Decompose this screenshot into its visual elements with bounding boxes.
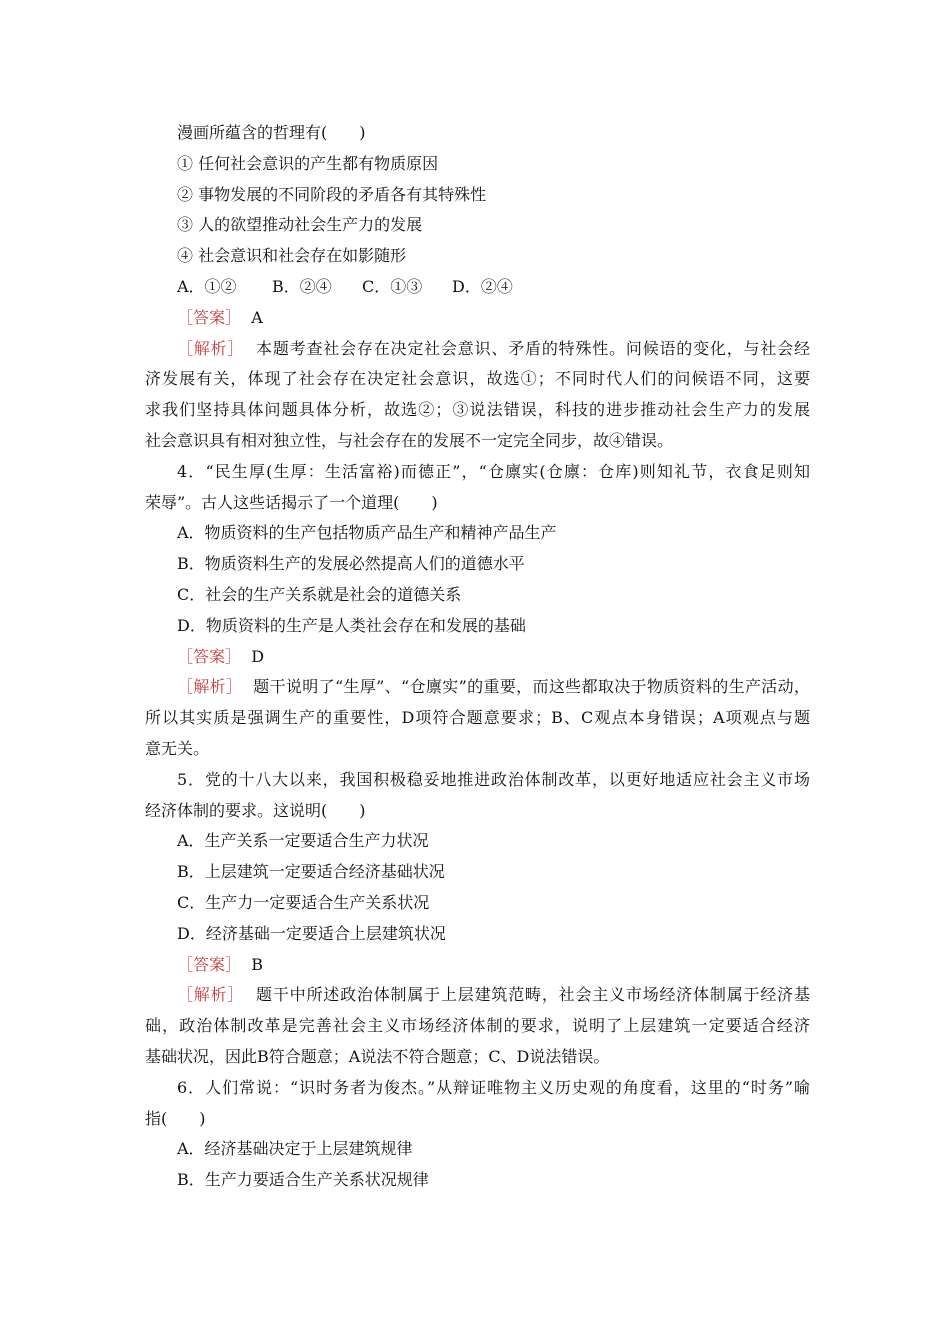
- q3-option-b: B．②④: [272, 276, 332, 296]
- q5-analysis-line-1: [145, 980, 810, 1011]
- q3-item-3: ③ 人的欲望推动社会生产力的发展: [177, 215, 423, 235]
- q4-analysis-line-1: [145, 672, 810, 703]
- q6-stem-line-1: 6．人们常说：“识时务者为俊杰。”从辩证唯物主义历史观的角度看，这里的“时务”喻: [177, 1077, 810, 1097]
- q3-item-4: ④ 社会意识和社会存在如影随形: [177, 246, 407, 266]
- q4-answer: [145, 642, 810, 673]
- q5-option-a: A．生产关系一定要适合生产力状况: [177, 831, 429, 851]
- q5-analysis-line-3: 基础状况，因此B符合题意；A说法不符合题意；C、D说法错误。: [145, 1046, 610, 1066]
- analysis-tag: ［解析］: [177, 985, 245, 1005]
- q3-analysis-line-4: 社会意识具有相对独立性，与社会存在的发展不一定完全同步，故④错误。: [145, 430, 674, 450]
- page-content: [145, 118, 810, 1196]
- q3-analysis-line-1: [145, 334, 810, 365]
- q4-stem-line-2: 荣辱”。古人这些话揭示了一个道理( ): [145, 492, 438, 512]
- q5-answer: [145, 950, 810, 981]
- q4-analysis-line-3: 意无关。: [145, 738, 210, 758]
- q6-option-b: B．生产力要适合生产关系状况规律: [177, 1170, 429, 1190]
- analysis-text: 题干说明了“生厚”、“仓廪实”的重要，而这些都取决于物质资料的生产活动，: [253, 677, 810, 697]
- q6-option-a: A．经济基础决定于上层建筑规律: [177, 1139, 413, 1159]
- answer-value: B: [251, 954, 263, 974]
- q6-stem-line-2: 指( ): [145, 1108, 206, 1128]
- q5-option-c: C．生产力一定要适合生产关系状况: [177, 892, 430, 912]
- analysis-tag: ［解析］: [177, 677, 243, 697]
- q5-stem-line-2: 经济体制的要求。这说明( ): [145, 800, 366, 820]
- q5-analysis-line-2: 础，政治体制改革是完善社会主义市场经济体制的要求，说明了上层建筑一定要适合经济: [145, 1016, 810, 1036]
- answer-tag: ［答案］: [177, 954, 242, 974]
- q3-analysis-line-3: 求我们坚持具体问题具体分析，故选②；③说法错误，科技的进步推动社会生产力的发展: [145, 400, 810, 420]
- answer-value: A: [251, 307, 263, 327]
- q3-answer: [145, 303, 810, 334]
- analysis-tag: ［解析］: [177, 338, 245, 358]
- q3-analysis-line-2: 济发展有关，体现了社会存在决定社会意识，故选①；不同时代人们的问候语不同，这要: [145, 369, 810, 389]
- answer-value: D: [251, 646, 265, 666]
- q3-options: [145, 272, 810, 303]
- q4-option-a: A．物质资料的生产包括物质产品生产和精神产品生产: [177, 523, 557, 543]
- q5-option-b: B．上层建筑一定要适合经济基础状况: [177, 862, 445, 882]
- q3-item-1: ① 任何社会意识的产生都有物质原因: [177, 153, 439, 173]
- q4-option-c: C．社会的生产关系就是社会的道德关系: [177, 584, 462, 604]
- answer-tag: ［答案］: [177, 646, 242, 666]
- q5-stem-line-1: 5．党的十八大以来，我国积极稳妥地推进政治体制改革，以更好地适应社会主义市场: [177, 769, 810, 789]
- q3-item-2: ② 事物发展的不同阶段的矛盾各有其特殊性: [177, 184, 487, 204]
- q3-stem-tail: 漫画所蕴含的哲理有( ): [177, 123, 366, 142]
- q5-option-d: D．经济基础一定要适合上层建筑状况: [177, 923, 446, 943]
- q4-option-b: B．物质资料生产的发展必然提高人们的道德水平: [177, 554, 525, 574]
- q4-analysis-line-2: 所以其实质是强调生产的重要性，D项符合题意要求；B、C观点本身错误；A项观点与题: [145, 708, 810, 728]
- analysis-text: 题干中所述政治体制属于上层建筑范畴，社会主义市场经济体制属于经济基: [256, 985, 810, 1005]
- q4-stem-line-1: 4．“民生厚(生厚：生活富裕)而德正”，“仓廪实(仓廪：仓库)则知礼节，衣食足则知: [177, 461, 810, 481]
- answer-tag: ［答案］: [177, 307, 242, 327]
- q3-option-a: A．①②: [177, 276, 237, 296]
- q4-option-d: D．物质资料的生产是人类社会存在和发展的基础: [177, 615, 526, 635]
- q3-option-c: C．①③: [362, 276, 423, 296]
- q3-option-d: D．②④: [452, 276, 513, 296]
- analysis-text: 本题考查社会存在决定社会意识、矛盾的特殊性。问候语的变化，与社会经: [256, 338, 810, 358]
